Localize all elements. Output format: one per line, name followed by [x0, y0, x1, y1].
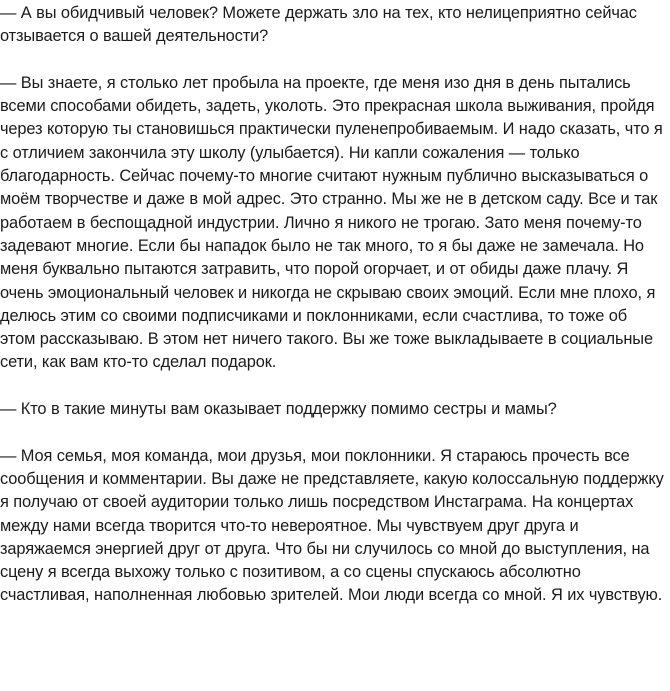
interview-answer-1: — Вы знаете, я столько лет пробыла на проекте, где меня изо дня в день пытались всеми способами обидеть, задеть, уколоть. Это прекрасная школа выживания, пройдя через которую ты становишься практически пуленепробиваемым. И надо сказать, что я с отличием закончила эту школу (улыбается). Ни капли сожаления — только благодарность. Сейчас почему-то многие считают нужным публично высказываться о моём творчестве и даже в мой адрес. Это странно. Мы же не в детском саду. Все и так работаем в беспощадной индустрии. Лично я никого не трогаю. Зато меня почему-то задевают многие. Если бы нападок было не так много, то я бы даже не замечала. Но меня буквально пытаются затравить, что порой огорчает, и от обиды даже плачу. Я очень эмоциональный человек и никогда не скрываю своих эмоций. Если мне плохо, я делюсь этим со своими подписчиками и поклонниками, если счастлива, то тоже об этом рассказываю. В этом нет ничего такого. Вы же тоже выкладываете в социальные сети, как вам кто-то сделал подарок.	[0, 73, 663, 372]
interview-question-1: — А вы обидчивый человек? Можете держать зло на тех, кто нелицеприятно сейчас отзывается о вашей деятельности?	[0, 4, 637, 46]
interview-question-2: — Кто в такие минуты вам оказывает поддержку помимо сестры и мамы?	[0, 400, 557, 419]
interview-answer-2: — Моя семья, моя команда, мои друзья, мои поклонники. Я стараюсь прочесть все сообщения и комментарии. Вы даже не представляете, какую колоссальную поддержку я получаю от своей аудитории только лишь посредством Инстаграма. На концертах между нами всегда творится что-то невероятное. Мы чувствуем друг друга и заряжаемся энергией друг от друга. Что бы ни случилось со мной до выступления, на сцену я всегда выхожу только с позитивом, а со сцены спускаюсь абсолютно счастливая, наполненная любовью зрителей. Мои люди всегда со мной. Я их чувствую.	[0, 446, 664, 605]
interview-article	[0, 2, 670, 608]
